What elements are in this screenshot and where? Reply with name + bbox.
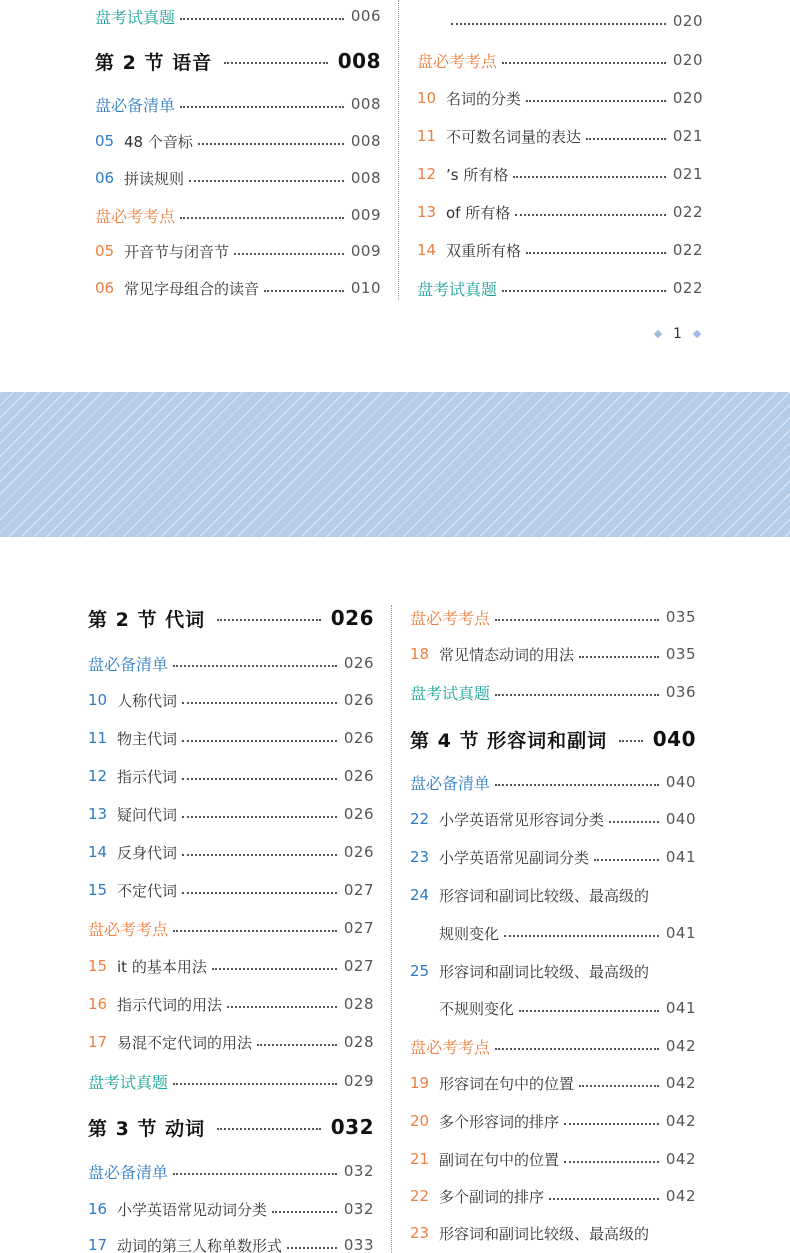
- entry-number: 16: [88, 995, 108, 1013]
- leader-dots: [173, 1083, 337, 1085]
- toc-entry[interactable]: [88, 840, 374, 864]
- entry-title: 规则变化: [439, 924, 500, 943]
- leader-dots: [594, 859, 659, 861]
- page-ref: 021: [672, 127, 703, 145]
- page-ref: 021: [672, 165, 703, 183]
- leader-dots: [180, 106, 344, 108]
- entry-number: 14: [417, 241, 437, 259]
- toc-entry[interactable]: [88, 688, 374, 712]
- entry-title: 副词在句中的位置: [439, 1150, 560, 1169]
- leader-dots: [180, 217, 344, 219]
- leader-dots: [173, 930, 337, 932]
- entry-title: 不定代词: [117, 881, 178, 900]
- leader-dots: [257, 1044, 337, 1046]
- decorative-striped-band: [0, 392, 790, 537]
- page-ref: 022: [672, 241, 703, 259]
- toc-entry[interactable]: [88, 1030, 374, 1054]
- page-ref: 040: [652, 727, 696, 751]
- category-heading[interactable]: [88, 1069, 374, 1093]
- category-heading[interactable]: [410, 1034, 696, 1058]
- page-ref: 035: [665, 645, 696, 663]
- category-heading[interactable]: [410, 680, 696, 704]
- column-divider: [398, 0, 399, 300]
- leader-dots: [579, 1085, 659, 1087]
- toc-entry[interactable]: [410, 1147, 696, 1171]
- toc-entry[interactable]: [410, 1184, 696, 1208]
- toc-entry[interactable]: [410, 1221, 696, 1245]
- toc-entry[interactable]: [417, 162, 703, 186]
- category-heading[interactable]: [410, 605, 696, 629]
- toc-entry[interactable]: [88, 1233, 374, 1253]
- leader-dots: [495, 1048, 659, 1050]
- section-title: 第 4 节 形容词和副词: [410, 729, 608, 752]
- leader-dots: [502, 290, 666, 292]
- page-ref: 008: [337, 49, 381, 73]
- category-heading[interactable]: [95, 92, 381, 116]
- category-heading[interactable]: [88, 916, 374, 940]
- top-toc-page: [0, 0, 790, 392]
- page-ref: 041: [665, 924, 696, 942]
- entry-title: 盘必考考点: [410, 1037, 491, 1057]
- diamond-icon: [693, 330, 701, 338]
- leader-dots: [609, 821, 659, 823]
- page-number-indicator: [655, 323, 700, 345]
- entry-number: 22: [410, 810, 430, 828]
- toc-entry[interactable]: [95, 276, 381, 300]
- entry-title: 48 个音标: [124, 132, 193, 151]
- toc-entry[interactable]: [410, 1109, 696, 1133]
- entry-title: 形容词和副词比较级、最高级的: [439, 886, 650, 905]
- page-ref: 026: [330, 606, 374, 630]
- leader-dots: [502, 62, 666, 64]
- entry-title: 盘必考考点: [410, 608, 491, 628]
- page-ref: 020: [672, 89, 703, 107]
- entry-title: of 所有格: [446, 203, 511, 222]
- leader-dots: [526, 100, 666, 102]
- toc-entry[interactable]: [410, 807, 696, 831]
- entry-number: 15: [88, 957, 108, 975]
- entry-title: 反身代词: [117, 843, 178, 862]
- toc-entry[interactable]: [88, 764, 374, 788]
- leader-dots: [513, 176, 666, 178]
- page-ref: 010: [350, 279, 381, 297]
- toc-entry[interactable]: [95, 239, 381, 263]
- entry-title: 开音节与闭音节: [124, 242, 230, 261]
- page-ref: 009: [350, 242, 381, 260]
- leader-dots: [495, 619, 659, 621]
- toc-entry[interactable]: [95, 129, 381, 153]
- toc-entry[interactable]: [88, 726, 374, 750]
- entry-number: 23: [410, 1224, 430, 1242]
- page-ref: 029: [343, 1072, 374, 1090]
- entry-number: 06: [95, 279, 115, 297]
- page-ref: 042: [665, 1187, 696, 1205]
- toc-entry[interactable]: [88, 992, 374, 1016]
- page-ref: 027: [343, 957, 374, 975]
- page-ref: 035: [665, 608, 696, 626]
- leader-dots: [212, 968, 337, 970]
- category-heading[interactable]: [88, 651, 374, 675]
- entry-title: 常见情态动词的用法: [439, 645, 575, 664]
- entry-title: 易混不定代词的用法: [117, 1033, 253, 1052]
- leader-dots: [182, 778, 337, 780]
- page-ref: 027: [343, 881, 374, 899]
- page-ref: 032: [330, 1115, 374, 1139]
- toc-entry[interactable]: [410, 959, 696, 983]
- page-ref: 041: [665, 999, 696, 1017]
- page-number: 1: [673, 326, 682, 342]
- leader-dots: [272, 1211, 337, 1213]
- toc-entry[interactable]: [88, 1197, 374, 1221]
- entry-title: 形容词和副词比较级、最高级的: [439, 1224, 650, 1243]
- leader-dots: [519, 1010, 659, 1012]
- entry-number: 11: [88, 729, 108, 747]
- entry-title: 盘必考考点: [88, 919, 169, 939]
- entry-number: 18: [410, 645, 430, 663]
- entry-title: 多个副词的排序: [439, 1187, 545, 1206]
- entry-title: 盘必备清单: [95, 95, 176, 115]
- page-ref: 020: [672, 12, 703, 30]
- diamond-icon: [654, 330, 662, 338]
- page-ref: 042: [665, 1037, 696, 1055]
- entry-title: 拼读规则: [124, 169, 185, 188]
- entry-number: 12: [417, 165, 437, 183]
- entry-number: 17: [88, 1033, 108, 1051]
- entry-number: 16: [88, 1200, 108, 1218]
- toc-entry[interactable]: [410, 921, 696, 945]
- entry-title: 指示代词的用法: [117, 995, 223, 1014]
- entry-number: 05: [95, 132, 115, 150]
- toc-entry[interactable]: [410, 642, 696, 666]
- page-ref: 027: [343, 919, 374, 937]
- leader-dots: [182, 892, 337, 894]
- leader-dots: [198, 143, 344, 145]
- page-ref: 026: [343, 729, 374, 747]
- leader-dots: [504, 935, 659, 937]
- page-ref: 032: [343, 1200, 374, 1218]
- category-heading[interactable]: [417, 48, 703, 72]
- page-ref: 042: [665, 1074, 696, 1092]
- page-ref: 042: [665, 1112, 696, 1130]
- toc-entry[interactable]: [88, 802, 374, 826]
- section-heading[interactable]: [95, 46, 381, 76]
- leader-dots: [173, 1173, 337, 1175]
- page-ref: 032: [343, 1162, 374, 1180]
- toc-entry[interactable]: [417, 124, 703, 148]
- entry-number: 13: [88, 805, 108, 823]
- leader-dots: [579, 656, 659, 658]
- toc-entry[interactable]: [417, 86, 703, 110]
- page-ref: 040: [665, 810, 696, 828]
- leader-dots: [495, 784, 659, 786]
- entry-title: 常见字母组合的读音: [124, 279, 260, 298]
- entry-title: 盘考试真题: [95, 7, 176, 27]
- leader-dots: [526, 252, 666, 254]
- page-ref: 026: [343, 805, 374, 823]
- entry-number: 17: [88, 1236, 108, 1253]
- leader-dots: [217, 619, 321, 621]
- entry-number: 22: [410, 1187, 430, 1205]
- entry-title: 形容词和副词比较级、最高级的: [439, 962, 650, 981]
- page-ref: 006: [350, 7, 381, 25]
- leader-dots: [451, 23, 666, 25]
- entry-title: 疑问代词: [117, 805, 178, 824]
- page-ref: 040: [665, 773, 696, 791]
- page-ref: 028: [343, 995, 374, 1013]
- toc-entry[interactable]: [88, 954, 374, 978]
- leader-dots: [182, 816, 337, 818]
- column-divider: [391, 605, 392, 1253]
- entry-title: 不可数名词量的表达: [446, 127, 582, 146]
- entry-number: 13: [417, 203, 437, 221]
- toc-entry[interactable]: [417, 238, 703, 262]
- entry-number: 10: [417, 89, 437, 107]
- page-ref: 008: [350, 169, 381, 187]
- toc-entry[interactable]: [410, 996, 696, 1020]
- category-heading[interactable]: [88, 1159, 374, 1183]
- entry-number: 15: [88, 881, 108, 899]
- section-title: 第 2 节 代词: [88, 608, 206, 631]
- category-heading[interactable]: [417, 276, 703, 300]
- entry-title: 盘必考考点: [417, 51, 498, 71]
- entry-title: 小学英语常见副词分类: [439, 848, 590, 867]
- leader-dots: [549, 1198, 659, 1200]
- category-heading[interactable]: [95, 4, 381, 28]
- leader-dots: [173, 665, 337, 667]
- entry-title: 小学英语常见动词分类: [117, 1200, 268, 1219]
- page-ref: 042: [665, 1150, 696, 1168]
- entry-title: 小学英语常见形容词分类: [439, 810, 605, 829]
- section-heading[interactable]: [88, 1112, 374, 1142]
- page-ref: 041: [665, 848, 696, 866]
- entry-title: 双重所有格: [446, 241, 522, 260]
- page-ref: 026: [343, 767, 374, 785]
- entry-number: 23: [410, 848, 430, 866]
- toc-entry[interactable]: [410, 845, 696, 869]
- page-ref: 020: [672, 51, 703, 69]
- entry-number: 25: [410, 962, 430, 980]
- entry-number: 11: [417, 127, 437, 145]
- page-ref: 022: [672, 279, 703, 297]
- leader-dots: [586, 138, 666, 140]
- toc-entry[interactable]: [417, 9, 703, 33]
- entry-title: 不规则变化: [439, 999, 515, 1018]
- entry-title: ’s 所有格: [446, 165, 509, 184]
- entry-title: it 的基本用法: [117, 957, 207, 976]
- leader-dots: [495, 694, 659, 696]
- toc-entry[interactable]: [410, 1071, 696, 1095]
- leader-dots: [234, 253, 344, 255]
- entry-title: 盘考试真题: [417, 279, 498, 299]
- entry-title: 盘考试真题: [410, 683, 491, 703]
- leader-dots: [227, 1006, 337, 1008]
- entry-title: 盘必考考点: [95, 206, 176, 226]
- leader-dots: [182, 702, 337, 704]
- entry-number: 14: [88, 843, 108, 861]
- leader-dots: [264, 290, 344, 292]
- toc-entry[interactable]: [410, 883, 696, 907]
- leader-dots: [182, 854, 337, 856]
- page-ref: 033: [343, 1236, 374, 1253]
- leader-dots: [182, 740, 337, 742]
- category-heading[interactable]: [95, 203, 381, 227]
- leader-dots: [217, 1128, 321, 1130]
- entry-title: 盘考试真题: [88, 1072, 169, 1092]
- leader-dots: [287, 1247, 337, 1249]
- toc-entry[interactable]: [95, 166, 381, 190]
- entry-number: 19: [410, 1074, 430, 1092]
- entry-title: 名词的分类: [446, 89, 522, 108]
- section-heading[interactable]: [88, 603, 374, 633]
- entry-title: 动词的第三人称单数形式: [117, 1236, 283, 1253]
- entry-number: 20: [410, 1112, 430, 1130]
- page-ref: 009: [350, 206, 381, 224]
- entry-title: 盘必备清单: [88, 654, 169, 674]
- entry-title: 指示代词: [117, 767, 178, 786]
- entry-title: 人称代词: [117, 691, 178, 710]
- page-ref: 026: [343, 843, 374, 861]
- section-title: 第 3 节 动词: [88, 1117, 206, 1140]
- entry-title: 盘必备清单: [88, 1162, 169, 1182]
- page-ref: 026: [343, 654, 374, 672]
- toc-entry[interactable]: [88, 878, 374, 902]
- leader-dots: [189, 180, 344, 182]
- entry-title: 多个形容词的排序: [439, 1112, 560, 1131]
- leader-dots: [224, 62, 328, 64]
- entry-title: 形容词在句中的位置: [439, 1074, 575, 1093]
- leader-dots: [515, 214, 666, 216]
- leader-dots: [564, 1161, 659, 1163]
- leader-dots: [180, 18, 344, 20]
- bottom-toc-page: [0, 537, 790, 1253]
- entry-title: 盘必备清单: [410, 773, 491, 793]
- page-ref: 036: [665, 683, 696, 701]
- page-ref: 028: [343, 1033, 374, 1051]
- entry-number: 24: [410, 886, 430, 904]
- section-title: 第 2 节 语音: [95, 51, 213, 74]
- category-heading[interactable]: [410, 770, 696, 794]
- page-ref: 008: [350, 95, 381, 113]
- entry-number: 06: [95, 169, 115, 187]
- entry-title: 物主代词: [117, 729, 178, 748]
- entry-number: 10: [88, 691, 108, 709]
- page-ref: 026: [343, 691, 374, 709]
- leader-dots: [619, 740, 643, 742]
- section-heading[interactable]: [410, 724, 696, 754]
- leader-dots: [564, 1123, 659, 1125]
- entry-number: 05: [95, 242, 115, 260]
- entry-number: 21: [410, 1150, 430, 1168]
- page-ref: 022: [672, 203, 703, 221]
- toc-entry[interactable]: [417, 200, 703, 224]
- page-ref: 008: [350, 132, 381, 150]
- entry-number: 12: [88, 767, 108, 785]
